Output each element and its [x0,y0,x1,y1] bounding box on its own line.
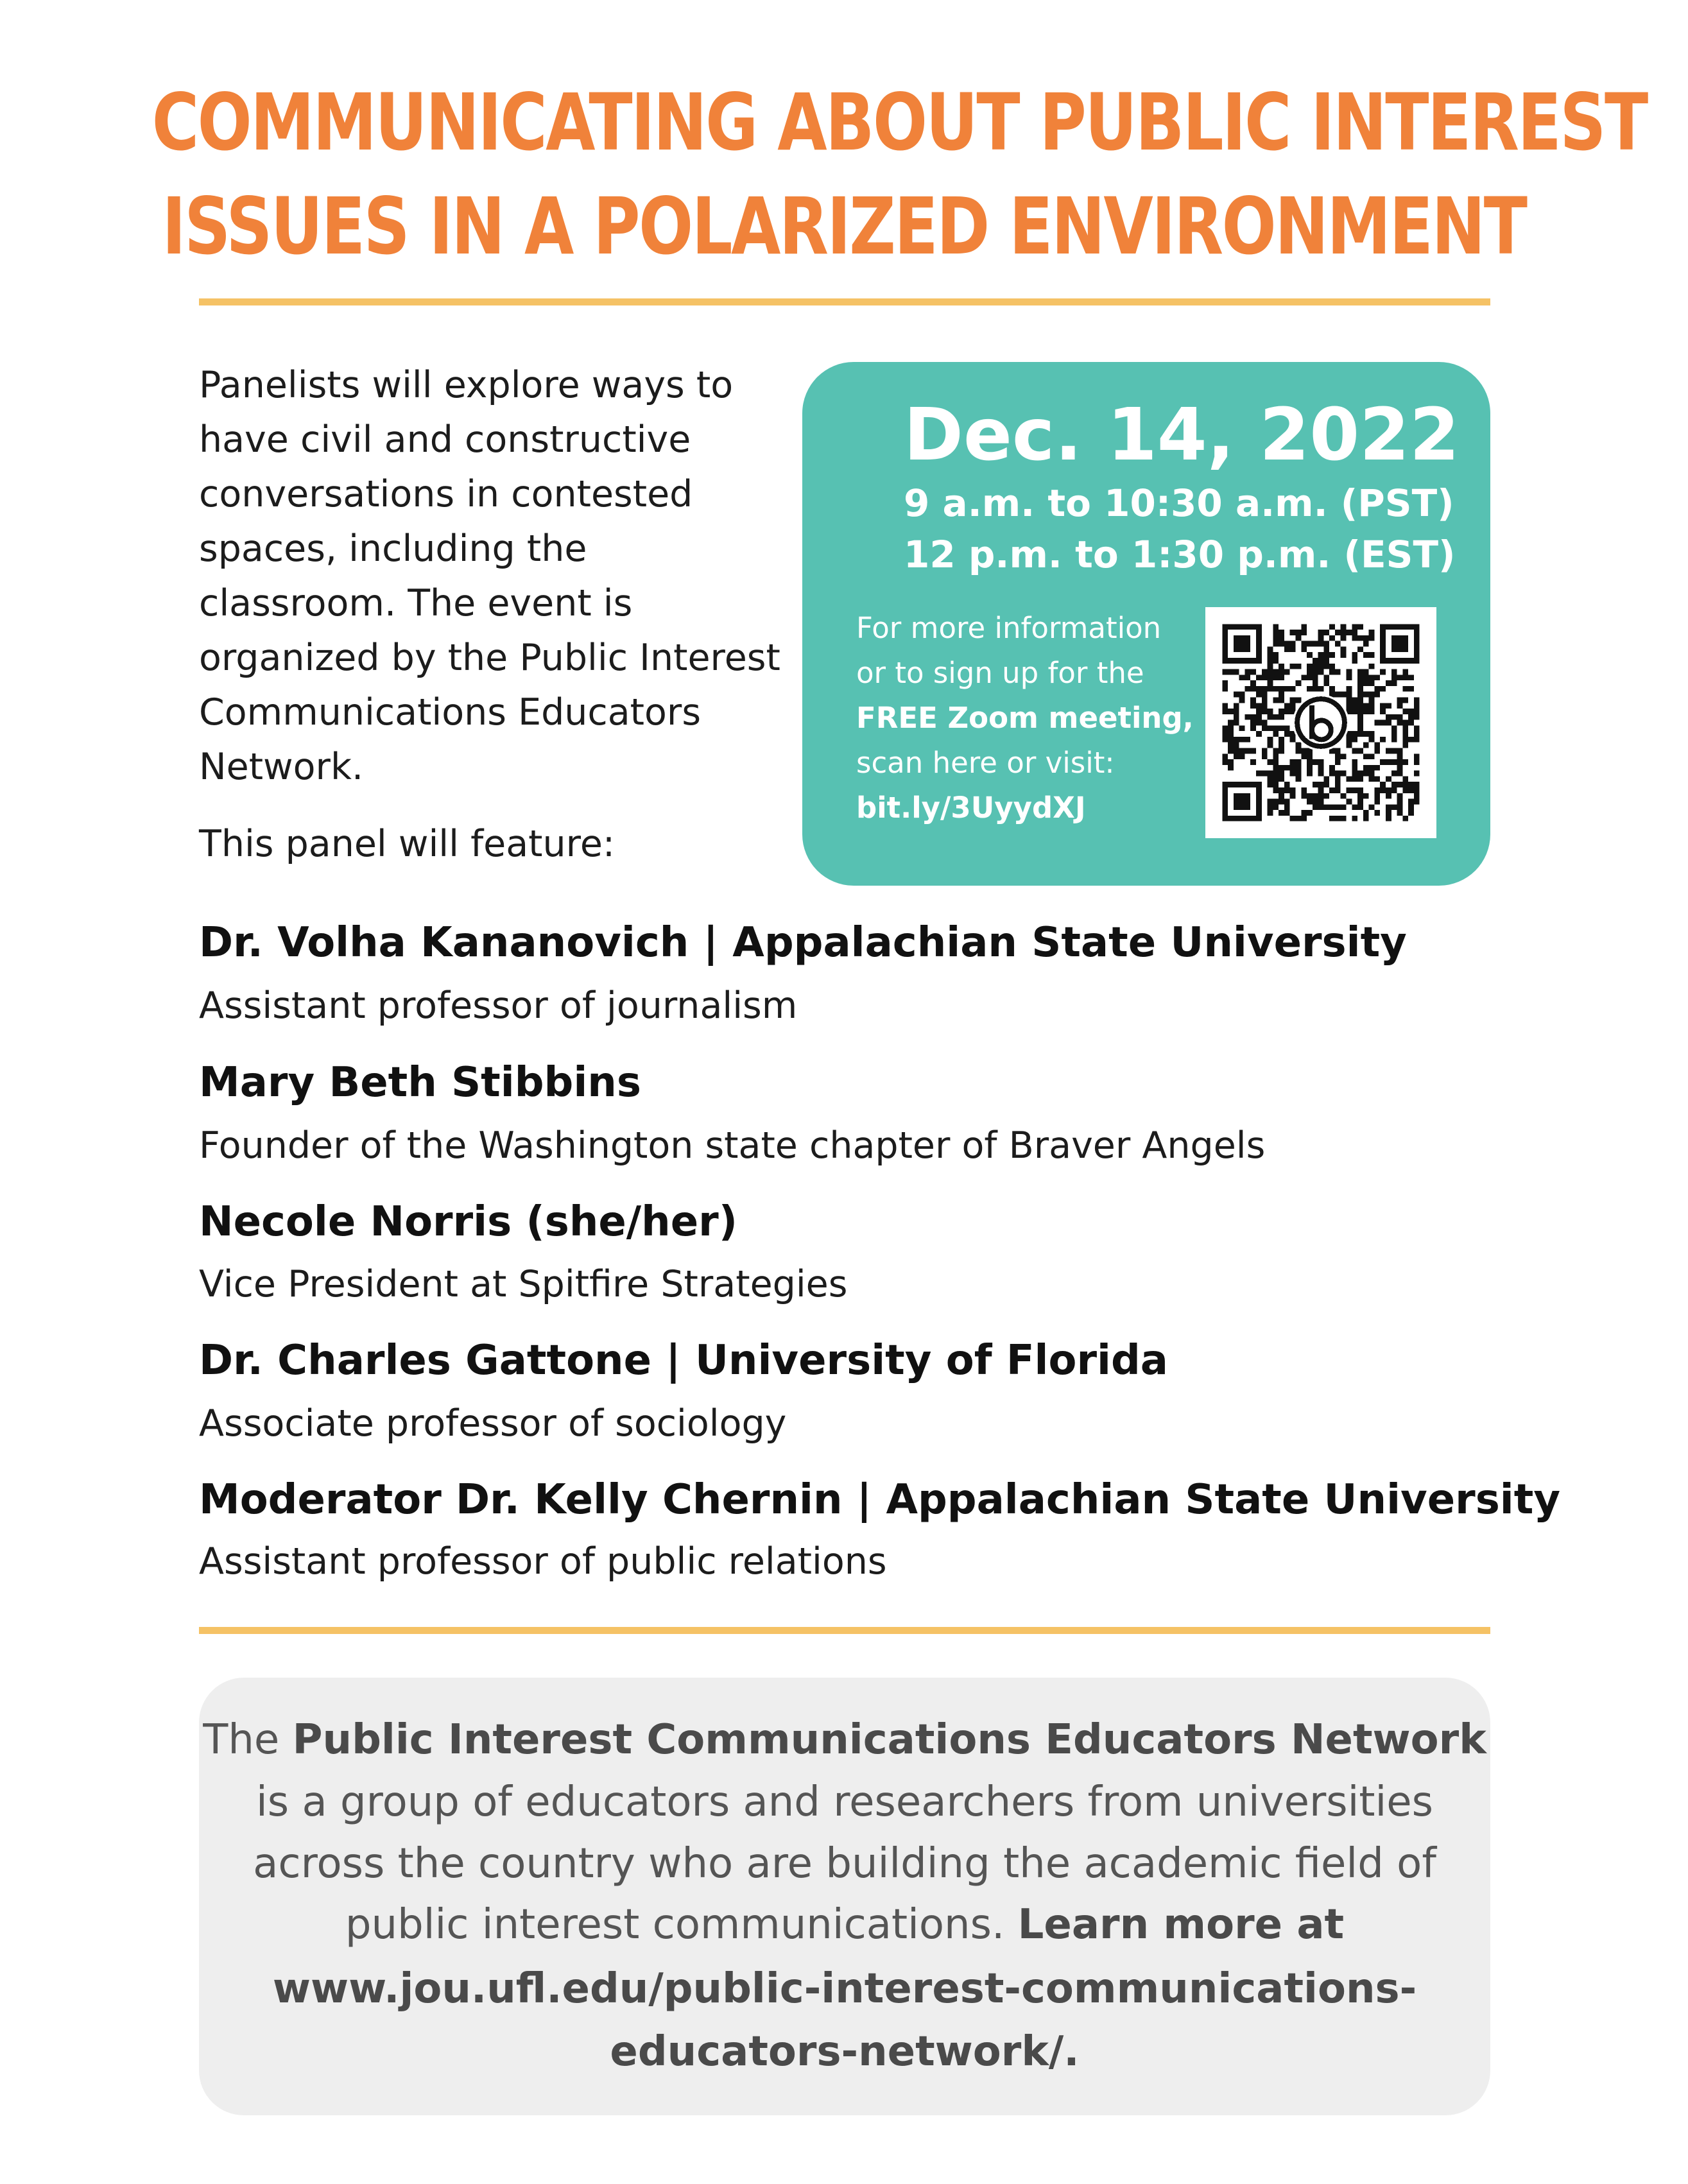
panelist-name: Necole Norris (she/her) [199,1198,737,1246]
network-url[interactable]: www.jou.ufl.edu/public-interest-communications- [272,1965,1417,2013]
about-line: public interest communications. Learn more at [345,1901,1345,1948]
panelist-role: Assistant professor of journalism [199,985,798,1027]
about-line: across the country who are building the academic field of [253,1840,1436,1887]
intro-line: Network. [199,746,364,788]
about-line: is a group of educators and researchers from universities [256,1778,1433,1826]
divider-top [199,298,1490,305]
panelist-role: Founder of the Washington state chapter of Braver Angels [199,1124,1266,1167]
info-line: or to sign up for the [856,656,1144,690]
intro-line: Communications Educators [199,691,702,734]
intro-line: Panelists will explore ways to [199,364,734,406]
intro-paragraph [199,358,815,795]
event-date: Dec. 14, 2022 [904,393,1460,477]
event-card [802,362,1490,886]
intro-line: conversations in contested [199,473,693,515]
title-line-2: ISSUES IN A POLARIZED ENVIRONMENT [162,181,1526,272]
panelist-role: Associate professor of sociology [199,1402,787,1445]
feature-label: This panel will feature: [199,823,616,865]
network-url[interactable]: educators-network/. [610,2028,1080,2076]
intro-line: classroom. The event is [199,582,633,624]
moderator-role: Assistant professor of public relations [199,1540,887,1583]
info-line: scan here or visit: [856,746,1115,780]
panelist-name: Dr. Volha Kananovich | Appalachian State University [199,919,1407,967]
divider-bottom [199,1627,1490,1634]
signup-link[interactable]: bit.ly/3UyydXJ [856,791,1086,825]
qr-code-icon[interactable] [1205,607,1436,838]
about-line: The Public Interest Communications Educators Network [203,1716,1486,1764]
panelist-name: Mary Beth Stibbins [199,1059,641,1106]
panelist-name: Dr. Charles Gattone | University of Florida [199,1337,1168,1384]
title-line-1: COMMUNICATING ABOUT PUBLIC INTEREST [151,77,1647,168]
info-line-zoom: FREE Zoom meeting, [856,701,1194,735]
event-time-est: 12 p.m. to 1:30 p.m. (EST) [904,533,1456,576]
panelist-role: Vice President at Spitfire Strategies [199,1263,848,1305]
intro-line: organized by the Public Interest [199,637,780,679]
event-time-pst: 9 a.m. to 10:30 a.m. (PST) [904,481,1454,525]
info-line: For more information [856,611,1162,645]
about-card [199,1678,1490,2115]
network-name: Public Interest Communications Educators Network [292,1716,1486,1764]
learn-more-label: Learn more at [1017,1901,1345,1948]
moderator-name: Moderator Dr. Kelly Chernin | Appalachian State University [199,1476,1561,1524]
intro-line: spaces, including the [199,528,587,570]
intro-line: have civil and constructive [199,418,691,461]
